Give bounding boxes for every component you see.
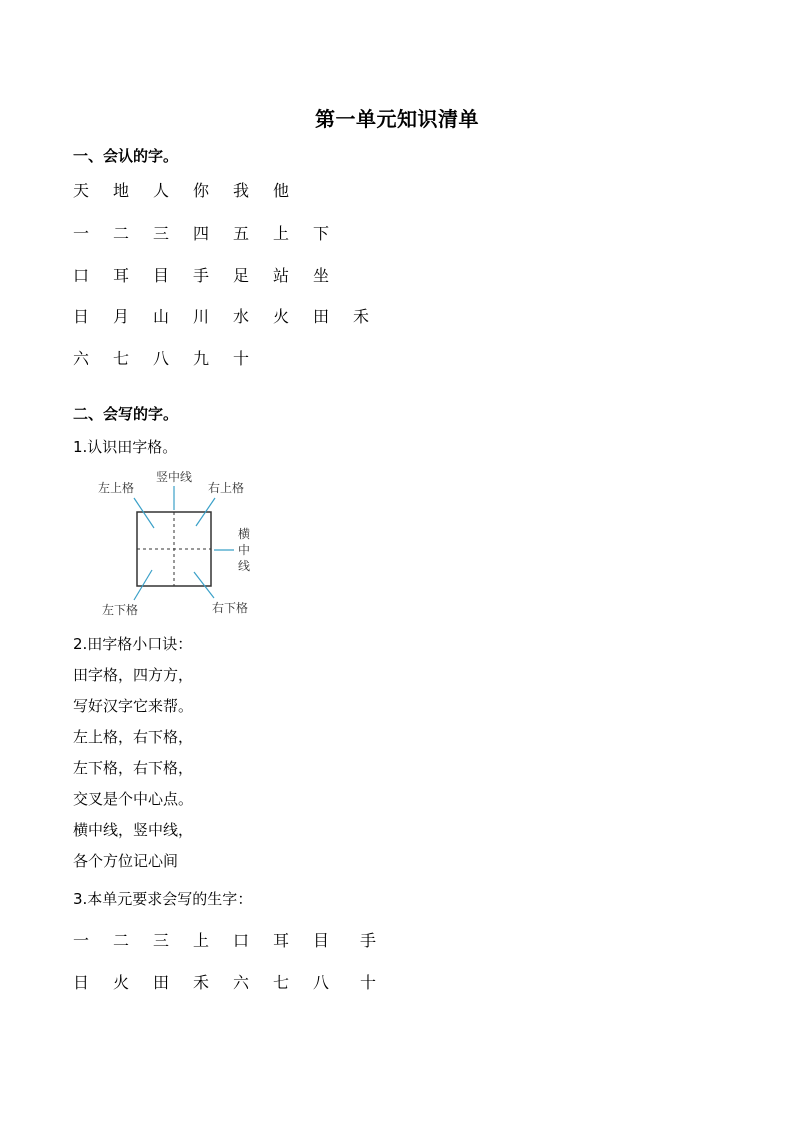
rhyme-line-2: 写好汉字它来帮。 xyxy=(73,697,194,715)
write-char: 手 xyxy=(360,931,377,950)
item3-text: 3.本单元要求会写的生字： xyxy=(73,890,253,908)
write-char: 二 xyxy=(113,931,130,950)
recognize-char: 火 xyxy=(273,307,290,326)
recognize-char: 日 xyxy=(73,307,90,326)
rhyme-line-1: 田字格，四方方， xyxy=(73,666,194,684)
write-char: 七 xyxy=(273,973,290,992)
tianzige-diagram xyxy=(90,466,270,626)
label-bottom-right: 右下格 xyxy=(212,601,249,615)
recognize-char: 人 xyxy=(153,181,170,200)
section1-heading: 一、会认的字。 xyxy=(73,147,179,165)
recognize-char: 耳 xyxy=(113,266,130,285)
write-char: 十 xyxy=(360,973,377,992)
item1-text: 1.认识田字格。 xyxy=(73,438,178,456)
recognize-char: 我 xyxy=(233,181,250,200)
recognize-char: 上 xyxy=(273,224,290,243)
recognize-char: 月 xyxy=(113,307,130,326)
recognize-char: 禾 xyxy=(353,307,370,326)
rhyme-line-6: 横中线，竖中线， xyxy=(73,821,194,839)
write-char: 田 xyxy=(153,973,170,992)
recognize-char: 四 xyxy=(193,224,210,243)
write-char: 目 xyxy=(313,931,330,950)
write-char: 耳 xyxy=(273,931,290,950)
recognize-char: 田 xyxy=(313,307,330,326)
recognize-char: 六 xyxy=(73,349,90,368)
page-title: 第一单元知识清单 xyxy=(315,107,479,131)
rhyme-line-4: 左下格，右下格， xyxy=(73,759,194,777)
recognize-char: 九 xyxy=(193,349,210,368)
label-horizontal-mid-2: 中 xyxy=(238,543,251,557)
recognize-char: 站 xyxy=(273,266,290,285)
recognize-char: 川 xyxy=(193,307,210,326)
recognize-char: 足 xyxy=(233,266,250,285)
recognize-char: 十 xyxy=(233,349,250,368)
label-vertical-mid: 竖中线 xyxy=(156,470,193,484)
recognize-char: 他 xyxy=(273,181,290,200)
rhyme-line-3: 左上格，右下格， xyxy=(73,728,194,746)
rhyme-line-7: 各个方位记心间 xyxy=(73,852,179,870)
recognize-char: 手 xyxy=(193,266,210,285)
label-horizontal-mid-1: 横 xyxy=(238,527,251,541)
recognize-char: 五 xyxy=(233,224,250,243)
recognize-char: 二 xyxy=(113,224,130,243)
label-horizontal-mid-3: 线 xyxy=(238,559,251,573)
recognize-char: 口 xyxy=(73,266,90,285)
recognize-char: 目 xyxy=(153,266,170,285)
section2-heading: 二、会写的字。 xyxy=(73,405,179,423)
recognize-char: 坐 xyxy=(313,266,330,285)
write-char: 日 xyxy=(73,973,90,992)
recognize-char: 七 xyxy=(113,349,130,368)
write-char: 上 xyxy=(193,931,210,950)
write-char: 六 xyxy=(233,973,250,992)
write-char: 火 xyxy=(113,973,130,992)
rhyme-line-5: 交叉是个中心点。 xyxy=(73,790,194,808)
recognize-char: 天 xyxy=(73,181,90,200)
item2-text: 2.田字格小口诀： xyxy=(73,635,193,653)
recognize-char: 三 xyxy=(153,224,170,243)
recognize-char: 水 xyxy=(233,307,250,326)
write-char: 八 xyxy=(313,973,330,992)
label-top-right: 右上格 xyxy=(208,481,245,495)
label-top-left: 左上格 xyxy=(98,481,135,495)
recognize-char: 地 xyxy=(113,181,130,200)
recognize-char: 你 xyxy=(193,181,210,200)
write-char: 一 xyxy=(73,931,90,950)
recognize-char: 山 xyxy=(153,307,170,326)
recognize-char: 一 xyxy=(73,224,90,243)
write-char: 三 xyxy=(153,931,170,950)
write-char: 口 xyxy=(233,931,250,950)
recognize-char: 下 xyxy=(313,224,330,243)
write-char: 禾 xyxy=(193,973,210,992)
recognize-char: 八 xyxy=(153,349,170,368)
label-bottom-left: 左下格 xyxy=(102,603,139,617)
